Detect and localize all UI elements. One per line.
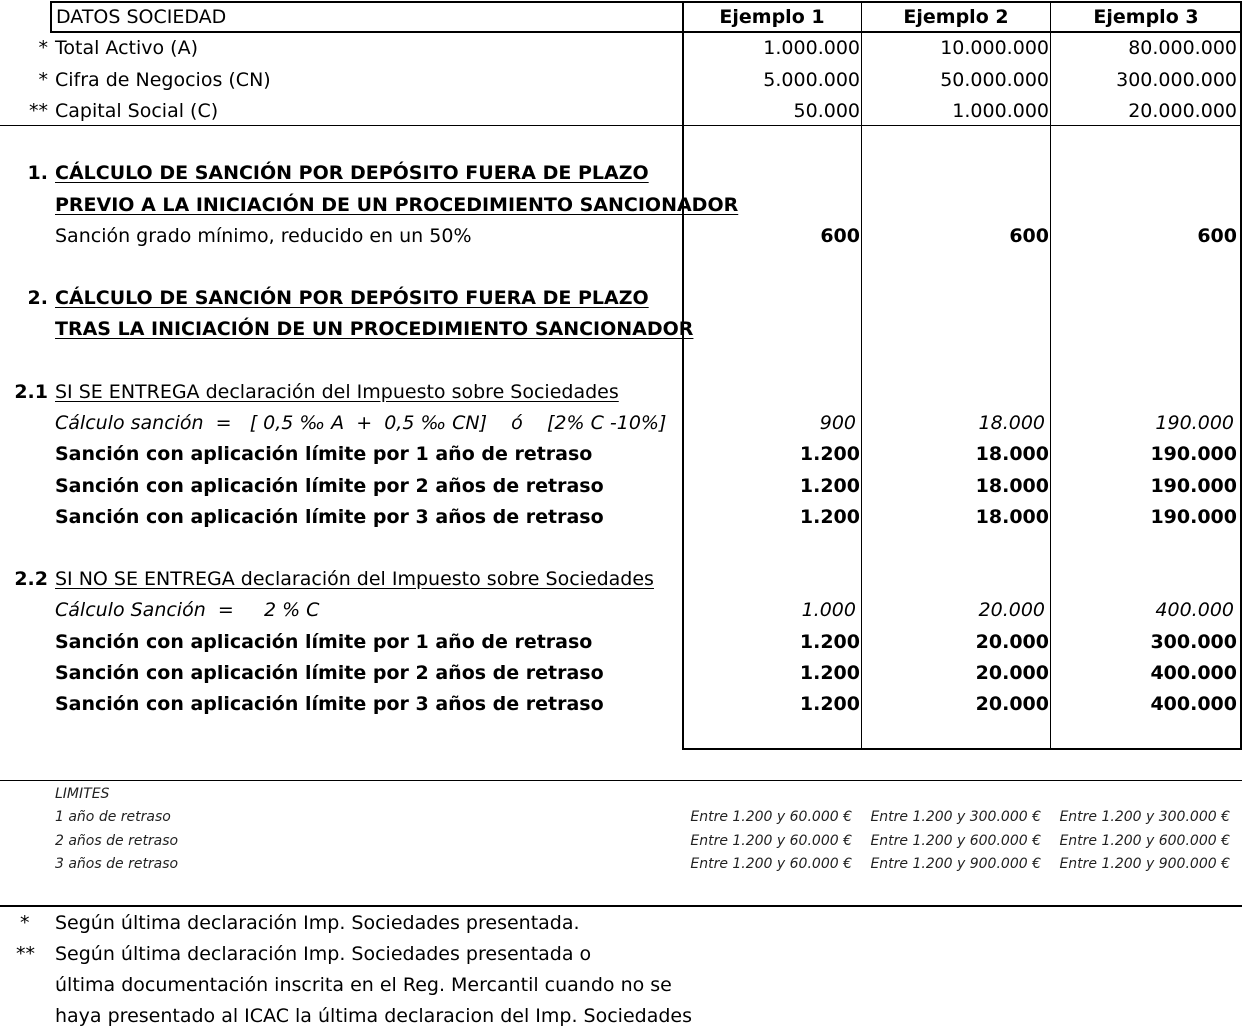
section-2-2-calc-label: Cálculo Sanción = 2 % C bbox=[55, 599, 320, 621]
limites-row-label: 3 años de retraso bbox=[55, 856, 179, 872]
limites-row-value: Entre 1.200 y 600.000 € bbox=[1059, 833, 1230, 849]
section-2-2-row-label: Sanción con aplicación límite por 1 año de retraso bbox=[55, 631, 593, 653]
footnote-2-line-2: última documentación inscrita en el Reg. Mercantil cuando no se bbox=[55, 974, 672, 996]
datos-row-value: 50.000 bbox=[793, 100, 860, 122]
column-divider-3 bbox=[1050, 1, 1051, 750]
section-2-1-row-value: 190.000 bbox=[1150, 506, 1237, 528]
section-2-2-row-value: 1.200 bbox=[799, 662, 860, 684]
datos-row-value: 300.000.000 bbox=[1116, 69, 1237, 91]
limites-row-value: Entre 1.200 y 600.000 € bbox=[870, 833, 1041, 849]
header-title: DATOS SOCIEDAD bbox=[56, 6, 227, 28]
datos-row-value: 20.000.000 bbox=[1128, 100, 1237, 122]
footnote-2-line-1: Según última declaración Imp. Sociedades presentada o bbox=[55, 943, 592, 965]
datos-row-value: 1.000.000 bbox=[952, 100, 1049, 122]
footnotes-top-border bbox=[0, 905, 1242, 907]
section-2-2-row-value: 20.000 bbox=[975, 662, 1049, 684]
section-2-1-title: SI SE ENTREGA declaración del Impuesto sobre Sociedades bbox=[55, 381, 619, 403]
section-1-value: 600 bbox=[1009, 225, 1049, 247]
section-2-1-row-value: 18.000 bbox=[975, 475, 1049, 497]
section-2-2-title: SI NO SE ENTREGA declaración del Impuesto sobre Sociedades bbox=[55, 568, 654, 590]
section-2-2-calc-value: 400.000 bbox=[1155, 599, 1234, 621]
limites-row-value: Entre 1.200 y 60.000 € bbox=[690, 856, 852, 872]
datos-row-marker: * bbox=[38, 69, 48, 91]
datos-row-label: Capital Social (C) bbox=[55, 100, 219, 122]
section-1-row-label: Sanción grado mínimo, reducido en un 50% bbox=[55, 225, 472, 247]
section-1-value: 600 bbox=[820, 225, 860, 247]
section-2-1-calc-label: Cálculo sanción = [ 0,5 ‰ A + 0,5 ‰ CN] ó [2% C -10%] bbox=[55, 412, 667, 434]
footnote-1-marker: * bbox=[20, 912, 30, 934]
limites-row-label: 2 años de retraso bbox=[55, 833, 179, 849]
section-2-1-row-label: Sanción con aplicación límite por 3 años de retraso bbox=[55, 506, 604, 528]
section-2-number: 2. bbox=[27, 287, 48, 309]
section-1-number: 1. bbox=[27, 162, 48, 184]
column-header-ejemplo-3: Ejemplo 3 bbox=[1093, 6, 1199, 28]
section-2-2-row-value: 300.000 bbox=[1150, 631, 1237, 653]
limites-row-value: Entre 1.200 y 60.000 € bbox=[690, 833, 852, 849]
section-2-1-calc-value: 190.000 bbox=[1155, 412, 1234, 434]
section-2-title-line-1: CÁLCULO DE SANCIÓN POR DEPÓSITO FUERA DE PLAZO bbox=[55, 287, 649, 309]
section-2-1-calc-value: 900 bbox=[819, 412, 856, 434]
column-divider-2 bbox=[861, 1, 862, 750]
section-2-1-row-value: 1.200 bbox=[799, 443, 860, 465]
limites-row-value: Entre 1.200 y 60.000 € bbox=[690, 809, 852, 825]
section-2-2-row-value: 1.200 bbox=[799, 631, 860, 653]
column-header-ejemplo-2: Ejemplo 2 bbox=[903, 6, 1009, 28]
section-2-1-row-label: Sanción con aplicación límite por 1 año de retraso bbox=[55, 443, 593, 465]
limites-row-value: Entre 1.200 y 900.000 € bbox=[1059, 856, 1230, 872]
limites-top-border bbox=[0, 780, 1242, 781]
section-1-title-line-1: CÁLCULO DE SANCIÓN POR DEPÓSITO FUERA DE PLAZO bbox=[55, 162, 649, 184]
footnote-2-line-3: haya presentado al ICAC la última declaracion del Imp. Sociedades bbox=[55, 1005, 692, 1027]
limites-row-value: Entre 1.200 y 900.000 € bbox=[870, 856, 1041, 872]
datos-row-marker: * bbox=[38, 37, 48, 59]
datos-row-value: 50.000.000 bbox=[940, 69, 1049, 91]
limites-title: LIMITES bbox=[55, 786, 110, 802]
section-2-1-row-value: 1.200 bbox=[799, 506, 860, 528]
section-2-2-row-label: Sanción con aplicación límite por 2 años de retraso bbox=[55, 662, 604, 684]
section-2-2-row-value: 400.000 bbox=[1150, 693, 1237, 715]
datos-row-value: 5.000.000 bbox=[763, 69, 860, 91]
section-2-1-row-value: 190.000 bbox=[1150, 475, 1237, 497]
datos-row-label: Cifra de Negocios (CN) bbox=[55, 69, 271, 91]
section-2-1-calc-value: 18.000 bbox=[978, 412, 1045, 434]
limites-row-value: Entre 1.200 y 300.000 € bbox=[870, 809, 1041, 825]
section-2-2-row-value: 400.000 bbox=[1150, 662, 1237, 684]
limites-row-value: Entre 1.200 y 300.000 € bbox=[1059, 809, 1230, 825]
section-2-2-number: 2.2 bbox=[14, 568, 48, 590]
section-2-2-calc-value: 20.000 bbox=[978, 599, 1045, 621]
section-2-2-row-value: 1.200 bbox=[799, 693, 860, 715]
footnote-2-marker: ** bbox=[16, 943, 35, 965]
section-2-1-number: 2.1 bbox=[14, 381, 48, 403]
section-2-title-line-2: TRAS LA INICIACIÓN DE UN PROCEDIMIENTO SANCIONADOR bbox=[55, 318, 694, 340]
section-2-1-row-value: 1.200 bbox=[799, 475, 860, 497]
section-2-2-row-label: Sanción con aplicación límite por 3 años de retraso bbox=[55, 693, 604, 715]
table-bottom-border bbox=[682, 748, 1242, 750]
datos-row-marker: ** bbox=[29, 100, 48, 122]
datos-row-value: 1.000.000 bbox=[763, 37, 860, 59]
section-2-1-row-value: 18.000 bbox=[975, 506, 1049, 528]
section-2-2-calc-value: 1.000 bbox=[801, 599, 856, 621]
section-1-title-line-2: PREVIO A LA INICIACIÓN DE UN PROCEDIMIENTO SANCIONADOR bbox=[55, 194, 739, 216]
datos-row-label: Total Activo (A) bbox=[55, 37, 198, 59]
section-2-1-row-value: 190.000 bbox=[1150, 443, 1237, 465]
datos-row-value: 10.000.000 bbox=[940, 37, 1049, 59]
footnote-1-text: Según última declaración Imp. Sociedades presentada. bbox=[55, 912, 580, 934]
section-2-1-row-label: Sanción con aplicación límite por 2 años de retraso bbox=[55, 475, 604, 497]
column-header-ejemplo-1: Ejemplo 1 bbox=[719, 6, 825, 28]
section-2-1-row-value: 18.000 bbox=[975, 443, 1049, 465]
datos-row-value: 80.000.000 bbox=[1128, 37, 1237, 59]
header-left-border bbox=[50, 1, 52, 33]
section-2-2-row-value: 20.000 bbox=[975, 693, 1049, 715]
section-2-2-row-value: 20.000 bbox=[975, 631, 1049, 653]
section-1-value: 600 bbox=[1197, 225, 1237, 247]
limites-row-label: 1 año de retraso bbox=[55, 809, 171, 825]
